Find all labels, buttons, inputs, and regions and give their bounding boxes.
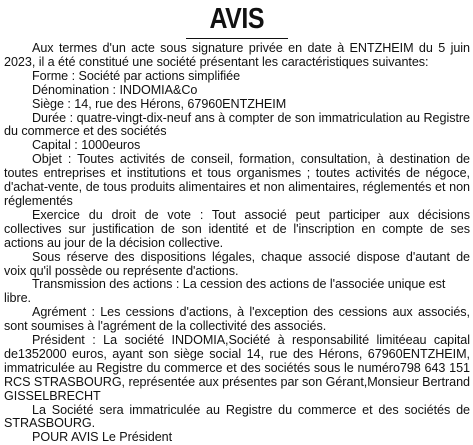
objet-paragraph: Objet : Toutes activités de conseil, formation, consultation, à destination de toutes entreprises et institutions et tous organismes ; toutes activités de négoce, d'achat-vente, de tous produits alimentaires et non alimentaires, réglementés et non réglementés xyxy=(4,152,470,208)
denomination-line: Dénomination : INDOMIA&Co xyxy=(32,82,198,97)
notice-title: AVIS xyxy=(209,3,265,35)
forme-line: Forme : Société par actions simplifiée xyxy=(32,68,241,83)
agrement-paragraph: Agrément : Les cessions d'actions, à l'exception des cessions aux associés, sont soumises à l'agrément de la collectivité des associés. xyxy=(4,305,470,334)
title-underline xyxy=(186,38,288,39)
capital-line: Capital : 1000euros xyxy=(32,138,141,153)
notice-header xyxy=(4,4,470,40)
siege-line: Siège : 14, rue des Hérons, 67960ENTZHEIM xyxy=(32,96,287,111)
president-paragraph: Président : La société INDOMIA,Société à responsabilité limitéeau capital de1352000 euros, ayant son siège social 14, rue des Hérons, 67960ENTZHEIM, immatriculée au Registre du commerce et des sociétés sous le numéro798 643 151 RCS STRASBOURG, représentée aux présentes par son Gérant,Monsieur Bertrand GISSELBRECHT xyxy=(4,333,470,403)
legal-notice xyxy=(4,4,470,445)
intro-paragraph: Aux termes d'un acte sous signature privée en date à ENTZHEIM du 5 juin 2023, il a été constitué une société présentant les caractéristiques suivantes: xyxy=(4,41,470,69)
transmission-paragraph: Transmission des actions : La cession des actions de l'associée unique est libre. xyxy=(4,277,446,306)
immatriculation-paragraph: La Société sera immatriculée au Registre du commerce et des sociétés de STRASBOURG. xyxy=(4,402,470,431)
notice-body xyxy=(4,42,470,445)
duree-paragraph: Durée : quatre-vingt-dix-neuf ans à compter de son immatriculation au Registre du commerce et des sociétés xyxy=(4,110,470,139)
signature-line: POUR AVIS Le Président xyxy=(32,430,173,445)
vote-paragraph: Exercice du droit de vote : Tout associé peut participer aux décisions collectives sur justification de son identité et de l'inscription en compte de ses actions au jour de la décision collective. xyxy=(4,207,470,250)
reserve-paragraph: Sous réserve des dispositions légales, chaque associé dispose d'autant de voix qu'il possède ou représente d'actions. xyxy=(4,249,470,278)
